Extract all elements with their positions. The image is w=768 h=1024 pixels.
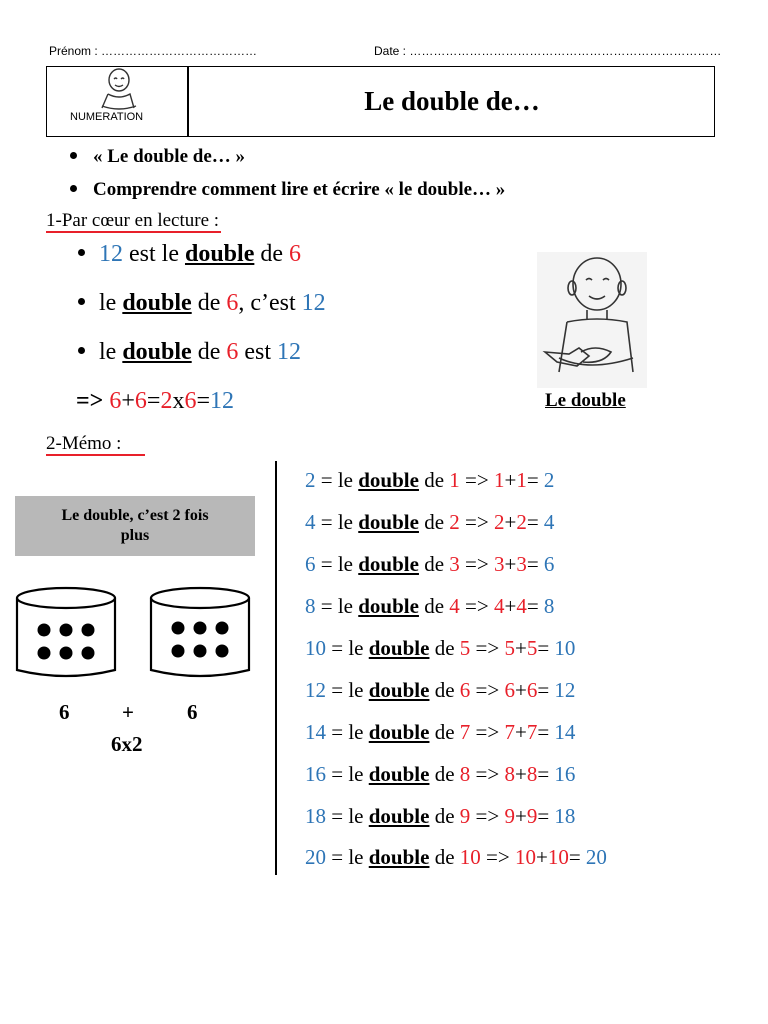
addend-right: 5 [526,636,538,660]
addend-left: 2 [493,510,505,535]
double-keyword: double [368,636,430,660]
addend-left: 7 [504,719,515,744]
doubles-list [305,460,725,879]
double-text: = le [315,594,359,619]
double-keyword: double [368,761,430,786]
sum-result: 2 [543,468,555,493]
equation-line: => 6+6=2x6=12 [76,388,234,414]
bullet-icon [70,152,77,159]
double-keyword: double [358,594,419,619]
objective-item: Comprendre comment lire et écrire « le double… » [70,179,505,201]
double-keyword: double [358,468,419,493]
double-keyword: double [368,719,430,744]
double-text: de [418,510,450,535]
addend-left: 6 [504,677,515,702]
double-text: de [429,636,460,660]
double-text: = le [326,803,369,828]
double-text: de [429,677,460,702]
logo-label: NUMERATION [70,111,144,123]
double-keyword: double [358,510,419,535]
double-arrow: => [480,845,515,870]
double-result: 8 [305,594,316,619]
double-result: 14 [305,719,326,744]
addend-right: 4 [516,594,527,619]
double-arrow: => [470,761,505,786]
double-arrow: => [470,803,505,828]
addend-left: 1 [493,468,505,493]
equals-sign: = [526,468,544,493]
plus-sign: + [514,803,527,828]
double-number: 9 [459,803,471,828]
prenom-field: Prénom : ………………………………… [49,44,258,58]
double-result: 10 [305,636,326,660]
equals-sign: = [526,510,544,535]
double-text: de [418,594,450,619]
double-result: 2 [305,468,316,493]
plus-sign: + [504,594,517,619]
sum-result: 8 [543,594,555,619]
addend-left: 5 [504,636,515,660]
sum-result: 16 [554,761,576,786]
equals-sign: = [537,803,555,828]
page-title: Le double de… [364,86,540,116]
double-result: 6 [305,552,316,577]
double-row [305,502,725,544]
double-text: = le [326,677,369,702]
sum-result: 6 [543,552,555,577]
double-row [305,628,725,670]
double-text: de [429,845,460,870]
sum-result: 10 [554,636,576,660]
double-text: de [418,468,450,493]
double-number: 7 [459,719,471,744]
double-number: 3 [449,552,460,577]
plus-sign: + [514,677,527,702]
equals-sign: = [537,719,555,744]
addend-right: 9 [526,803,538,828]
double-row [305,669,725,711]
double-result: 12 [305,677,326,702]
memo-definition-box: Le double, c’est 2 fois plus [15,496,255,556]
addend-left: 8 [504,761,515,786]
numeration-logo-icon [58,68,178,134]
double-result: 18 [305,803,326,828]
addend-right: 2 [516,510,527,535]
sum-result: 14 [554,719,576,744]
double-arrow: => [459,510,494,535]
bullet-icon [70,185,77,192]
bullet-icon [78,298,85,305]
sum-result: 4 [543,510,555,535]
plus-sign: + [504,510,517,535]
sum-operand-left: 6 [59,700,70,724]
double-text: de [418,552,450,577]
double-result: 20 [305,845,326,870]
double-result: 4 [305,510,316,535]
plus-sign: + [504,552,517,577]
addend-left: 3 [493,552,505,577]
addend-right: 7 [526,719,538,744]
addend-right: 10 [547,845,569,870]
addend-left: 4 [493,594,505,619]
equals-sign: = [537,636,555,660]
sign-language-boy-icon [537,252,647,388]
plus-sign: + [535,845,548,870]
dice-pot-icon [14,586,118,680]
double-number: 2 [449,510,460,535]
double-text: de [429,719,460,744]
plus-sign: + [514,761,527,786]
double-text: = le [326,636,369,660]
column-divider [275,461,277,875]
rule-line-2: le double de 6, c’est 12 [78,290,326,317]
section-2-title: 2-Mémo : [46,433,145,456]
objective-item: « Le double de… » [70,146,245,168]
sum-plus-sign: + [122,700,134,724]
double-text: = le [326,761,369,786]
double-keyword: double [368,677,430,702]
double-row [305,795,725,837]
illustration-caption: Le double [545,390,626,411]
double-row [305,753,725,795]
section-1-title: 1-Par cœur en lecture : [46,210,220,231]
double-text: de [429,803,460,828]
sum-result: 12 [554,677,576,702]
double-result: 16 [305,761,326,786]
double-text: de [429,761,460,786]
equals-sign: = [537,761,555,786]
addend-left: 9 [504,803,515,828]
addend-right: 1 [516,468,527,493]
double-arrow: => [470,677,505,702]
addend-left: 10 [514,845,536,870]
double-row [305,837,725,879]
double-number: 6 [459,677,471,702]
double-text: = le [326,845,369,870]
double-arrow: => [459,468,494,493]
plus-sign: + [504,468,517,493]
equals-sign: = [537,677,555,702]
double-arrow: => [459,594,494,619]
double-number: 8 [459,761,471,786]
double-keyword: double [368,803,430,828]
plus-sign: + [514,636,527,660]
equals-sign: = [526,594,544,619]
double-keyword: double [368,845,430,870]
addend-right: 8 [526,761,538,786]
double-number: 1 [449,468,460,493]
rule-line-1: 12 est le double de 6 [78,241,301,268]
double-arrow: => [459,552,494,577]
plus-sign: + [514,719,527,744]
double-row [305,586,725,628]
double-number: 5 [459,636,471,660]
double-arrow: => [470,719,505,744]
equals-sign: = [568,845,586,870]
double-text: = le [315,510,359,535]
double-text: = le [326,719,369,744]
bullet-icon [78,347,85,354]
sum-result: 18 [554,803,576,828]
double-keyword: double [358,552,419,577]
multiplication-label: 6x2 [111,732,143,756]
sum-result: 20 [585,845,607,870]
double-row [305,711,725,753]
date-field: Date : …………………………………………………………………… [374,44,722,58]
bullet-icon [78,249,85,256]
double-number: 4 [449,594,460,619]
sum-operand-right: 6 [187,700,198,724]
double-text: = le [315,468,359,493]
addend-right: 6 [526,677,538,702]
addend-right: 3 [516,552,527,577]
rule-line-3: le double de 6 est 12 [78,339,301,366]
equals-sign: = [526,552,544,577]
double-number: 10 [459,845,481,870]
double-row [305,544,725,586]
double-row [305,460,725,502]
dice-pot-icon [148,586,252,680]
double-arrow: => [470,636,505,660]
double-text: = le [315,552,359,577]
